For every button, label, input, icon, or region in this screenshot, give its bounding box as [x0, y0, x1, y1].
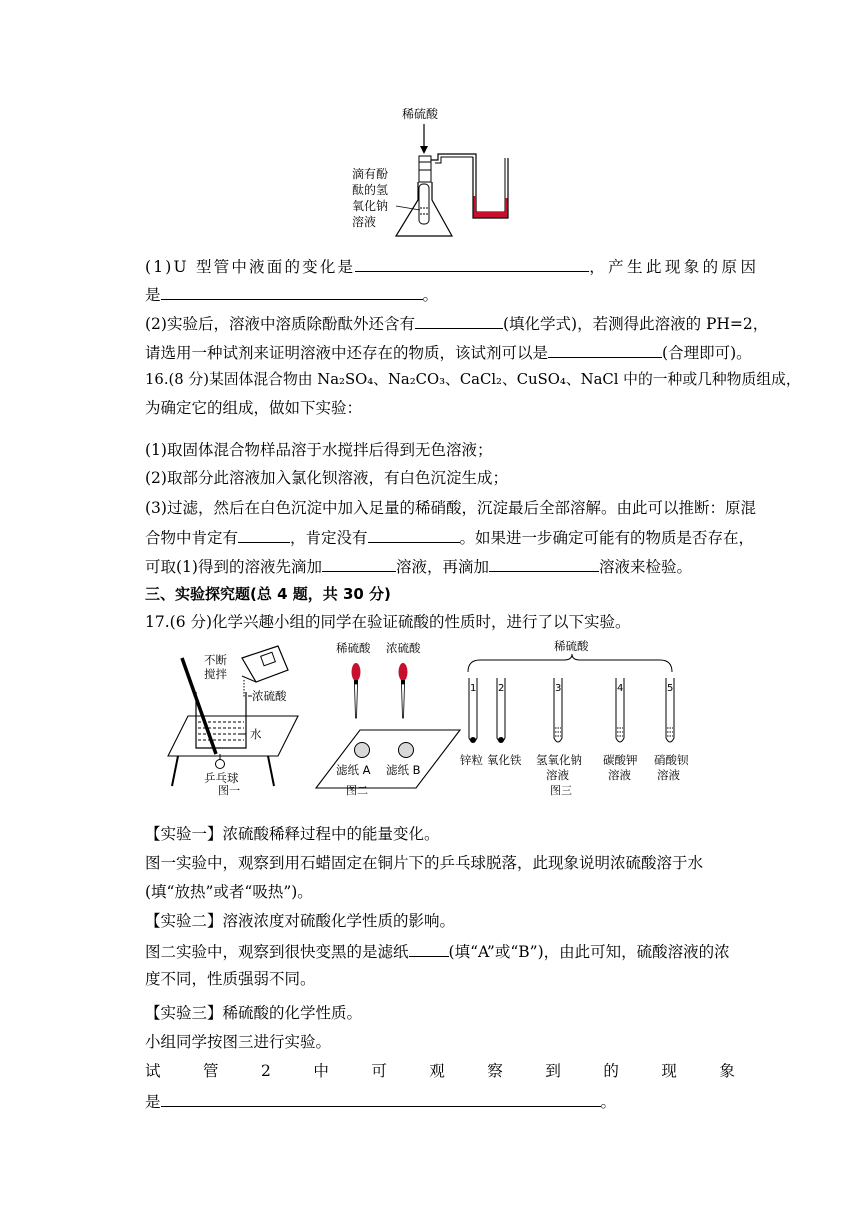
- svg-text:3: 3: [555, 683, 562, 694]
- exp2-line-2: 度不同，性质强弱不同。: [145, 970, 316, 988]
- answer-blank-tube-2-phenomenon[interactable]: [161, 1090, 601, 1107]
- u-tube-liquid: [474, 196, 508, 218]
- svg-text:1: 1: [470, 683, 477, 694]
- plate: [316, 730, 460, 788]
- fig2-paper-a-label: 滤纸 A: [336, 763, 371, 777]
- fig3-label-3b: 溶液: [546, 768, 569, 782]
- fig2-conc-label: 浓硫酸: [386, 641, 421, 655]
- q16-line-5: (3)过滤，然后在白色沉淀中加入足量的稀硝酸，沉淀最后全部溶解。由此可以推断：原混: [145, 499, 756, 517]
- q15-p1d: 。: [422, 286, 439, 304]
- answer-blank-second-reagent[interactable]: [489, 555, 599, 572]
- answer-blank-definitely-has[interactable]: [238, 526, 290, 543]
- q16-line-1: 16.(8 分)某固体混合物由 Na₂SO₄、Na₂CO₃、CaCl₂、CuSO₄、NaCl 中的一种或几种物质组成，: [145, 371, 801, 388]
- test-tube-2: [497, 678, 505, 743]
- test-tube-4: [616, 678, 624, 742]
- q15-line-3: [145, 312, 769, 334]
- fig1-water-label: 水: [250, 727, 262, 741]
- filter-paper-a: [355, 743, 370, 758]
- dropper-bulb-a: [352, 663, 361, 681]
- q15-p2b: (填化学式)，若测得此溶液的 PH=2，: [502, 315, 769, 333]
- figure-3-test-tubes: [460, 639, 689, 796]
- exp3-spread-line: 试 管 2 中 可 观 察 到 的 现 象: [145, 1062, 735, 1080]
- brace: [468, 654, 672, 672]
- fig3-caption: 图三: [550, 784, 572, 796]
- q16-l6c: 。如果进一步确定可能有的物质是否存在，: [459, 529, 755, 547]
- fig3-acid-label: 稀硫酸: [554, 639, 589, 653]
- figure-flask-u-tube: [340, 100, 530, 240]
- answer-blank-first-reagent[interactable]: [322, 555, 396, 572]
- exp1-line-2: (填“放热”或者“吸热”)。: [145, 883, 313, 901]
- filter-paper-b: [399, 743, 414, 758]
- q16-line-3: (1)取固体混合物样品溶于水搅拌后得到无色溶液；: [145, 441, 493, 459]
- ping-pong-ball: [216, 760, 225, 769]
- section-3-heading: 三、实验探究题(总 4 题，共 30 分): [145, 585, 391, 603]
- q16-l7a: 可取(1)得到的溶液先滴加: [145, 558, 322, 576]
- svg-text:4: 4: [617, 683, 624, 694]
- answer-blank-definitely-not[interactable]: [368, 526, 460, 543]
- answer-blank-filter-paper[interactable]: [409, 940, 449, 957]
- q15-p2a: (2)实验后，溶液中溶质除酚酞外还含有: [145, 315, 415, 333]
- fig3-label-4a: 碳酸钾: [603, 753, 638, 767]
- exp1-line-1: 图一实验中，观察到用石蜡固定在铜片下的乒乓球脱落，此现象说明浓硫酸溶于水: [145, 854, 704, 872]
- fig-top-solution-label-1: 滴有酚: [352, 167, 389, 181]
- fig2-dilute-label: 稀硫酸: [336, 641, 371, 655]
- test-tube-1: [469, 678, 477, 743]
- exp3-line-1: 小组同学按图三进行实验。: [145, 1033, 332, 1051]
- fig1-caption: 图一: [218, 784, 240, 796]
- exp1-title: 【实验一】浓硫酸稀释过程中的能量变化。: [145, 825, 440, 843]
- q16-l7c: 溶液来检验。: [598, 558, 692, 576]
- svg-text:2: 2: [498, 683, 505, 694]
- test-tube-3: [554, 678, 562, 742]
- q16-l6a: 合物中肯定有: [145, 529, 239, 547]
- figure-1-dilution: [168, 646, 298, 796]
- answer-blank-u-tube[interactable]: [355, 255, 589, 272]
- fig-top-solution-label-4: 溶液: [352, 215, 377, 229]
- inner-test-tube: [419, 184, 429, 224]
- answer-blank-reagent[interactable]: [548, 341, 662, 358]
- q15-p1c: 是: [145, 286, 161, 304]
- q15-line-1: [145, 255, 760, 277]
- q15-line-4: [145, 341, 752, 363]
- figure-row-experiments: [160, 636, 720, 796]
- fig1-stir-1: 不断: [204, 653, 227, 667]
- q16-line-4: (2)取部分此溶液加入氯化钡溶液，有白色沉淀生成；: [145, 469, 508, 487]
- exp3-l3b: 。: [600, 1093, 617, 1111]
- q15-p2c: 请选用一种试剂来证明溶液中还存在的物质，该试剂可以是: [145, 344, 549, 362]
- q15-p1a: (1)U 型管中液面的变化是: [145, 258, 356, 276]
- answer-blank-reason[interactable]: [161, 283, 423, 300]
- flask-stopper: [419, 156, 431, 182]
- fig2-caption: 图二: [346, 784, 368, 796]
- q16-line-6: [145, 526, 755, 548]
- exp3-l3a: 是: [145, 1093, 161, 1111]
- fig1-acid-label: 浓硫酸: [252, 689, 287, 703]
- exp2-l1b: (填“A”或“B”)，由此可知，硫酸溶液的浓: [448, 943, 730, 961]
- q16-l6b: ，肯定没有: [290, 529, 368, 547]
- answer-blank-solute[interactable]: [415, 312, 503, 329]
- exp3-line-3: [145, 1090, 735, 1112]
- q17-line-1: 17.(6 分)化学兴趣小组的同学在验证硫酸的性质时，进行了以下实验。: [145, 613, 631, 631]
- dropper-bulb-b: [399, 663, 408, 681]
- fig1-stir-2: 搅拌: [204, 667, 227, 681]
- fig-top-solution-label-3: 氧化钠: [352, 199, 389, 213]
- fig3-label-3a: 氢氧化钠: [536, 753, 582, 767]
- q16-l7b: 溶液，再滴加: [395, 558, 489, 576]
- q16-line-2: 为确定它的组成，做如下实验：: [145, 399, 363, 417]
- acid-arrow-head: [420, 146, 428, 154]
- exp2-title: 【实验二】溶液浓度对硫酸化学性质的影响。: [145, 912, 456, 930]
- test-tube-5: [666, 678, 674, 742]
- fig3-label-4b: 溶液: [608, 768, 631, 782]
- figure-2-filter-paper: [316, 641, 460, 796]
- fig3-label-2: 氧化铁: [487, 753, 522, 767]
- fig2-paper-b-label: 滤纸 B: [386, 763, 421, 777]
- fig3-label-5a: 硝酸钡: [654, 753, 689, 767]
- fig-top-acid-label: 稀硫酸: [402, 107, 439, 121]
- exp3-title: 【实验三】稀硫酸的化学性质。: [145, 1004, 363, 1022]
- exp2-l1a: 图二实验中，观察到很快变黑的是滤纸: [145, 943, 409, 961]
- fig-top-solution-label-2: 酞的氢: [352, 183, 389, 197]
- fig3-label-5b: 溶液: [657, 768, 680, 782]
- fig1-ball-label: 乒乓球: [204, 771, 239, 785]
- q15-p1b: ，产生此现象的原因: [589, 258, 760, 276]
- q15-line-2: [145, 283, 735, 305]
- exp2-line-1: [145, 940, 735, 962]
- u-tube: [473, 157, 508, 218]
- q16-line-7: [145, 555, 735, 577]
- svg-text:5: 5: [667, 683, 674, 694]
- q15-p2d: (合理即可)。: [662, 344, 752, 362]
- fig3-label-1: 锌粒: [460, 753, 483, 767]
